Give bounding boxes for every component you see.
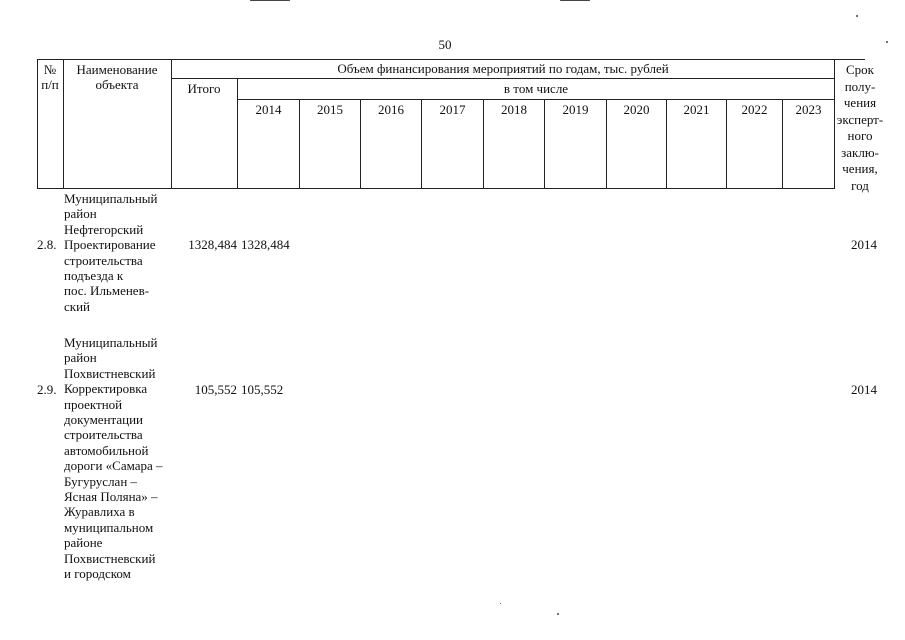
- page-number: 50: [438, 37, 452, 52]
- object-name: Муниципальный район Нефтегорский Проектирование строительства подъезда к пос. Ильменев- ский: [64, 191, 158, 314]
- term-value: 2014: [851, 382, 877, 397]
- funding-column-header: Объем финансирования мероприятий по годам, тыс. рублей: [337, 61, 669, 76]
- row-number: 2.8.: [37, 237, 57, 252]
- total-value: 1328,484: [188, 237, 237, 252]
- scan-speck: [557, 613, 559, 615]
- row-number: 2.9.: [37, 382, 57, 397]
- num-column-header: № п/п: [41, 62, 59, 92]
- scan-speck: [886, 41, 888, 43]
- year-header-2014: 2014: [255, 102, 282, 117]
- total-value: 105,552: [194, 382, 237, 397]
- year-header-2017: 2017: [439, 102, 466, 117]
- year-header-2023: 2023: [795, 102, 822, 117]
- year-header-2015: 2015: [317, 102, 343, 117]
- term-column-header: Срок полу- чения эксперт- ного заклю- чения, год: [836, 62, 884, 193]
- term-value: 2014: [851, 237, 877, 252]
- year-header-2020: 2020: [623, 102, 650, 117]
- scan-edge: [560, 0, 590, 1]
- year-header-2019: 2019: [562, 102, 589, 117]
- total-column-header: Итого: [187, 81, 221, 96]
- table-header: [37, 59, 884, 193]
- value-2014: 1328,484: [241, 237, 290, 252]
- year-header-2022: 2022: [741, 102, 768, 117]
- scan-edge: [250, 0, 290, 1]
- year-header-2021: 2021: [683, 102, 710, 117]
- object-name: Муниципальный район Похвистневский Корректировка проектной документации строительства автомобильной дороги «Самара – Бугуруслан – Ясная Поляна» – Журавлиха в муниципальном районе Похвистневский и городском: [64, 335, 163, 582]
- scan-speck: [856, 15, 858, 17]
- year-header-2018: 2018: [501, 102, 527, 117]
- value-2014: 105,552: [241, 382, 284, 397]
- scan-speck: [500, 603, 501, 604]
- name-column-header: Наименование объекта: [76, 62, 158, 92]
- year-header-2016: 2016: [378, 102, 404, 117]
- including-column-header: в том числе: [503, 81, 569, 96]
